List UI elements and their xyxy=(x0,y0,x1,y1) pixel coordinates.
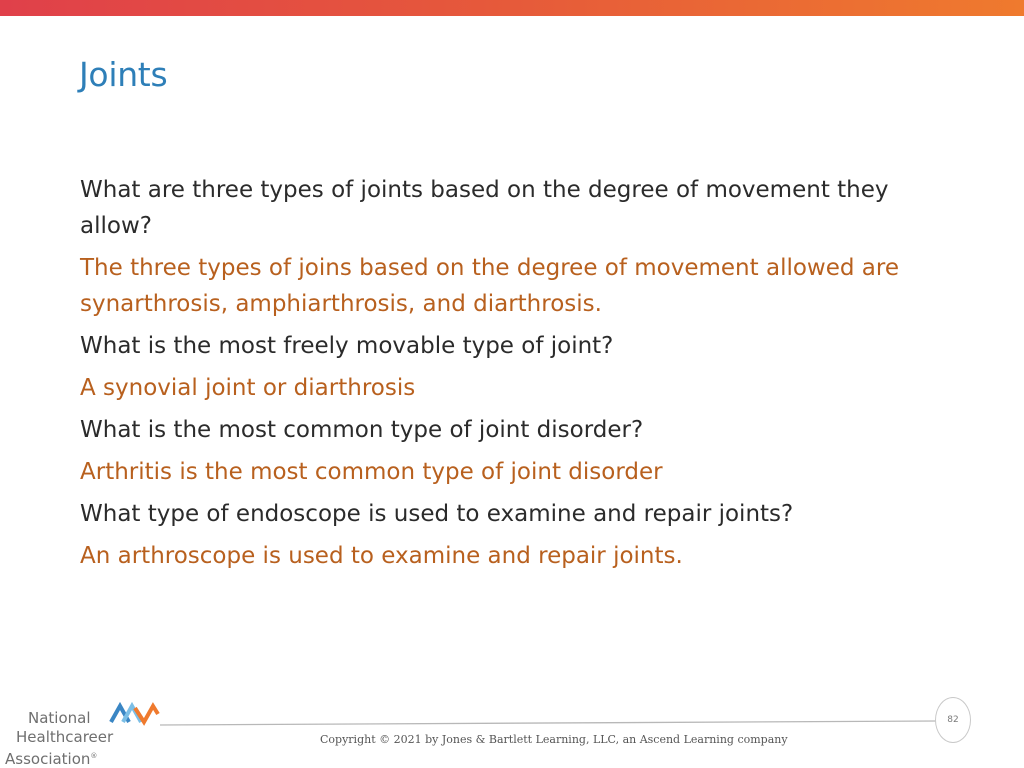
logo-text-association-word: Association xyxy=(5,750,91,768)
qa-list xyxy=(80,172,950,580)
question-3: What is the most common type of joint disorder? xyxy=(80,417,644,443)
registered-mark: ® xyxy=(90,752,98,760)
footer-divider xyxy=(160,720,940,728)
answer-3: Arthritis is the most common type of joint disorder xyxy=(80,459,663,485)
page-number: 82 xyxy=(947,715,959,725)
top-accent-bar xyxy=(0,0,1024,16)
answer-4: An arthroscope is used to examine and repair joints. xyxy=(80,543,683,569)
answer-2: A synovial joint or diarthrosis xyxy=(80,375,416,401)
question-1: What are three types of joints based on the degree of movement they allow? xyxy=(80,177,889,239)
answer-1: The three types of joins based on the degree of movement allowed are synarthrosis, amphiarthrosis, and diarthrosis. xyxy=(80,255,899,317)
logo-text-national: National xyxy=(28,709,91,727)
copyright-text: Copyright © 2021 by Jones & Bartlett Learning, LLC, an Ascend Learning company xyxy=(320,733,788,746)
question-4: What type of endoscope is used to examine and repair joints? xyxy=(80,501,794,527)
question-2: What is the most freely movable type of joint? xyxy=(80,333,614,359)
slide-title: Joints xyxy=(79,55,168,94)
logo-text-association xyxy=(5,747,97,768)
logo-text-healthcareer: Healthcareer xyxy=(16,728,114,746)
nha-logo-mark-icon xyxy=(108,700,164,726)
page-number-badge xyxy=(935,697,971,743)
